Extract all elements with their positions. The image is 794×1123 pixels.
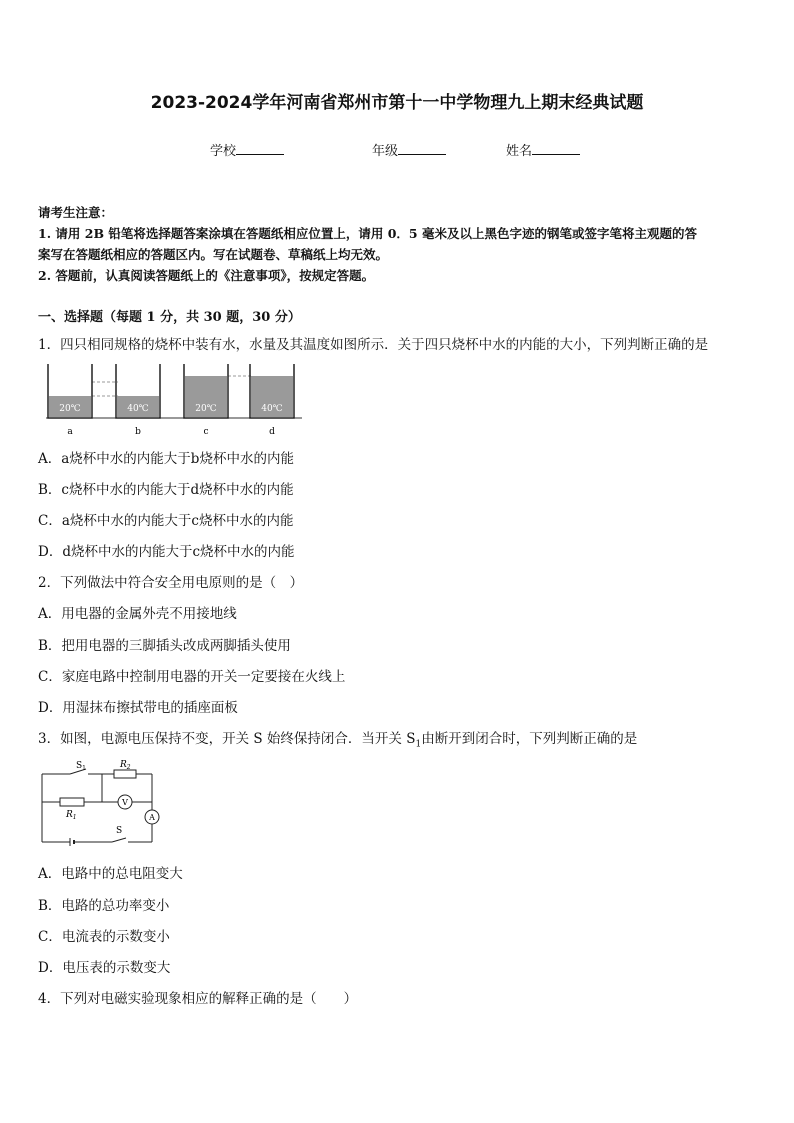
name-field[interactable] (506, 140, 580, 159)
resistor-r1 (60, 798, 84, 806)
beaker-c (184, 364, 228, 418)
q3-stem-sub: 1 (415, 739, 422, 750)
page-title: 2023-2024学年河南省郑州市第十一中学物理九上期末经典试题 (150, 93, 644, 113)
name-label: 姓名 (506, 144, 533, 159)
beaker-figure (40, 360, 310, 440)
beaker-d (250, 364, 294, 418)
beaker-c-temp: 20℃ (195, 404, 217, 414)
q3-option-b[interactable]: B．电路的总功率变小 (38, 898, 170, 914)
resistor-r2 (114, 770, 136, 778)
q4-stem: 4．下列对电磁实验现象相应的解释正确的是（ ） (38, 991, 358, 1007)
grade-blank[interactable] (398, 142, 446, 155)
notice-line1a: 1. 请用 2B 铅笔将选择题答案涂填在答题纸相应位置上，请用 0．5 毫米及以上黑色字迹的钢笔或签字笔将主观题的答 (38, 226, 697, 241)
school-blank[interactable] (236, 142, 284, 155)
q3-option-c[interactable]: C．电流表的示数变小 (38, 929, 170, 945)
switch-s-blade (112, 838, 126, 842)
grade-field[interactable] (372, 140, 446, 159)
beaker-a-temp: 20℃ (59, 404, 81, 414)
beaker-b-label: b (135, 427, 141, 437)
beaker-b (116, 364, 160, 418)
ammeter-label: A (149, 813, 155, 822)
notice-heading: 请考生注意： (38, 205, 114, 220)
s1-label: $S_1$ (76, 761, 86, 772)
name-blank[interactable] (532, 142, 580, 155)
q3-option-d[interactable]: D．电压表的示数变大 (38, 960, 171, 976)
q2-option-d[interactable]: D．用湿抹布擦拭带电的插座面板 (38, 700, 238, 716)
beaker-a-label: a (67, 427, 73, 437)
circuit-diagram (36, 758, 166, 848)
q2-stem: 2．下列做法中符合安全用电原则的是（ ） (38, 575, 304, 591)
q2-option-a[interactable]: A．用电器的金属外壳不用接地线 (38, 606, 237, 622)
beaker-d-temp: 40℃ (261, 404, 283, 414)
school-label: 学校 (210, 144, 237, 159)
q3-stem-b: 由断开到闭合时，下列判断正确的是 (421, 731, 638, 747)
notice-line2: 2. 答题前，认真阅读答题纸上的《注意事项》，按规定答题。 (38, 268, 375, 283)
beaker-a (48, 364, 92, 418)
q1-option-d[interactable]: D．d烧杯中水的内能大于c烧杯中水的内能 (38, 544, 295, 560)
q2-option-b[interactable]: B．把用电器的三脚插头改成两脚插头使用 (38, 638, 291, 654)
beaker-d-label: d (269, 427, 275, 437)
q3-stem (38, 727, 637, 750)
q3-stem-a: 3．如图，电源电压保持不变，开关 S 始终保持闭合．当开关 S (38, 731, 416, 747)
s-label: S (116, 826, 123, 836)
notice-line1b: 案写在答题纸相应的答题区内。写在试题卷、草稿纸上均无效。 (38, 247, 389, 262)
q1-option-c[interactable]: C．a烧杯中水的内能大于c烧杯中水的内能 (38, 513, 294, 529)
voltmeter-label: V (122, 798, 128, 807)
r1-label: $R_1$ (66, 810, 77, 821)
q2-option-c[interactable]: C．家庭电路中控制用电器的开关一定要接在火线上 (38, 669, 346, 685)
section-heading: 一、选择题（每题 1 分，共 30 题，30 分） (38, 310, 301, 325)
grade-label: 年级 (372, 144, 399, 159)
q1-option-a[interactable]: A．a烧杯中水的内能大于b烧杯中水的内能 (38, 451, 294, 467)
q1-stem: 1．四只相同规格的烧杯中装有水，水量及其温度如图所示．关于四只烧杯中水的内能的大小，下列判断正确的是 (38, 337, 709, 353)
q3-option-a[interactable]: A．电路中的总电阻变大 (38, 866, 183, 882)
r2-label: $R_2$ (120, 760, 131, 771)
beaker-b-temp: 40℃ (127, 404, 149, 414)
beaker-c-label: c (203, 427, 209, 437)
school-field[interactable] (210, 140, 284, 159)
q1-option-b[interactable]: B．c烧杯中水的内能大于d烧杯中水的内能 (38, 482, 294, 498)
